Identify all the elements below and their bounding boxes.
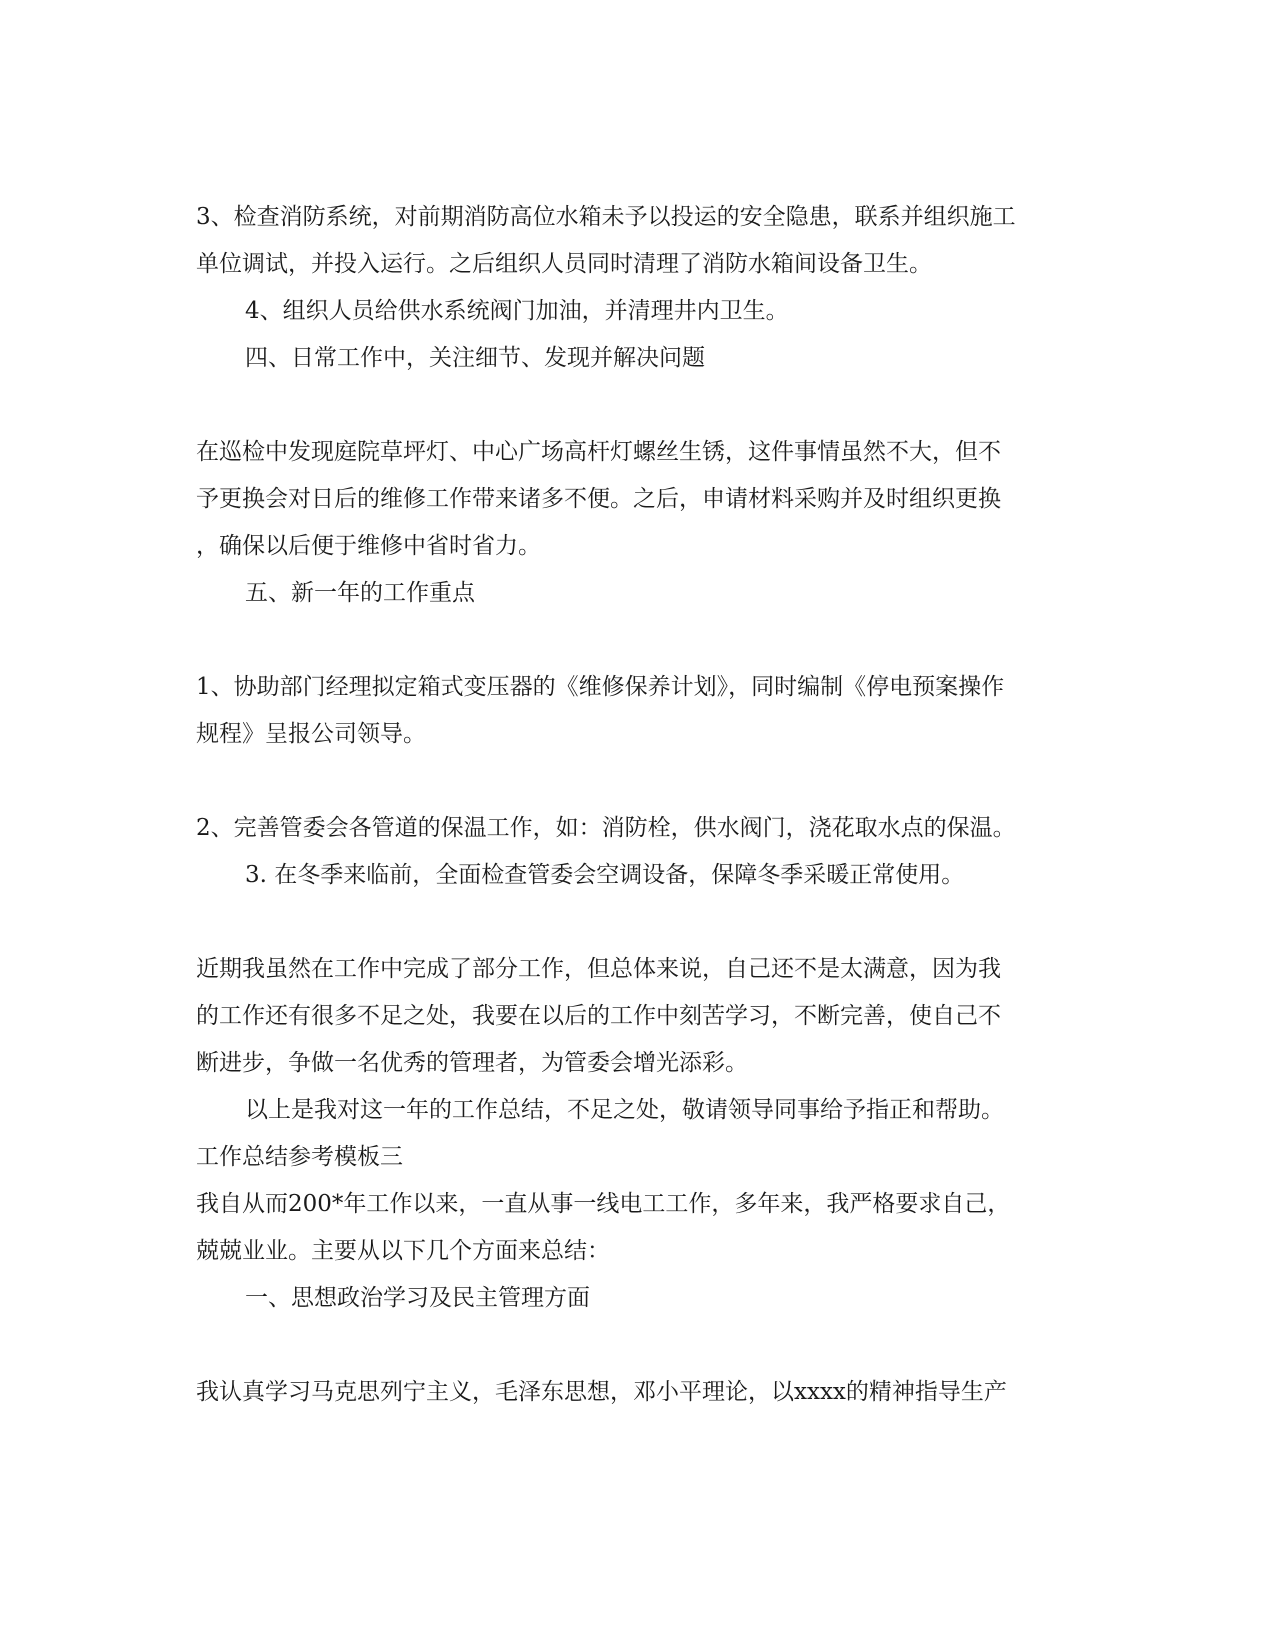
- text-line: 4、组织人员给供水系统阀门加油，并清理井内卫生。: [245, 298, 789, 324]
- text-line: 以上是我对这一年的工作总结，不足之处，敬请领导同事给予指正和帮助。: [245, 1097, 1004, 1123]
- text-line: 3. 在冬季来临前，全面检查管委会空调设备，保障冬季采暖正常使用。: [245, 862, 965, 888]
- text-line: 在巡检中发现庭院草坪灯、中心广场高杆灯螺丝生锈，这件事情虽然不大，但不: [196, 439, 1001, 465]
- text-line: 予更换会对日后的维修工作带来诸多不便。之后，申请材料采购并及时组织更换: [196, 486, 1001, 512]
- section-heading: 一、思想政治学习及民主管理方面: [245, 1285, 590, 1311]
- text-line: 我自从而200*年工作以来，一直从事一线电工工作，多年来，我严格要求自己，: [196, 1191, 1011, 1217]
- text-line: 单位调试，并投入运行。之后组织人员同时清理了消防水箱间设备卫生。: [196, 251, 932, 277]
- text-line: 近期我虽然在工作中完成了部分工作，但总体来说，自己还不是太满意，因为我: [196, 956, 1001, 982]
- text-line: 规程》呈报公司领导。: [196, 721, 426, 747]
- template-title: 工作总结参考模板三: [196, 1144, 403, 1170]
- text-line: 2、完善管委会各管道的保温工作，如：消防栓，供水阀门，浇花取水点的保温。: [196, 815, 1016, 841]
- text-line: 我认真学习马克思列宁主义，毛泽东思想，邓小平理论，以xxxx的精神指导生产: [196, 1379, 1007, 1405]
- text-line: 1、协助部门经理拟定箱式变压器的《维修保养计划》，同时编制《停电预案操作: [196, 674, 1005, 700]
- text-line: 的工作还有很多不足之处，我要在以后的工作中刻苦学习，不断完善，使自己不: [196, 1003, 1001, 1029]
- text-line: ，确保以后便于维修中省时省力。: [196, 533, 541, 559]
- text-line: 兢兢业业。主要从以下几个方面来总结：: [196, 1238, 610, 1264]
- section-heading: 四、日常工作中，关注细节、发现并解决问题: [245, 345, 705, 371]
- text-line: 断进步，争做一名优秀的管理者，为管委会增光添彩。: [196, 1050, 748, 1076]
- section-heading: 五、新一年的工作重点: [245, 580, 475, 606]
- text-line: 3、检查消防系统，对前期消防高位水箱未予以投运的安全隐患，联系并组织施工: [196, 204, 1016, 230]
